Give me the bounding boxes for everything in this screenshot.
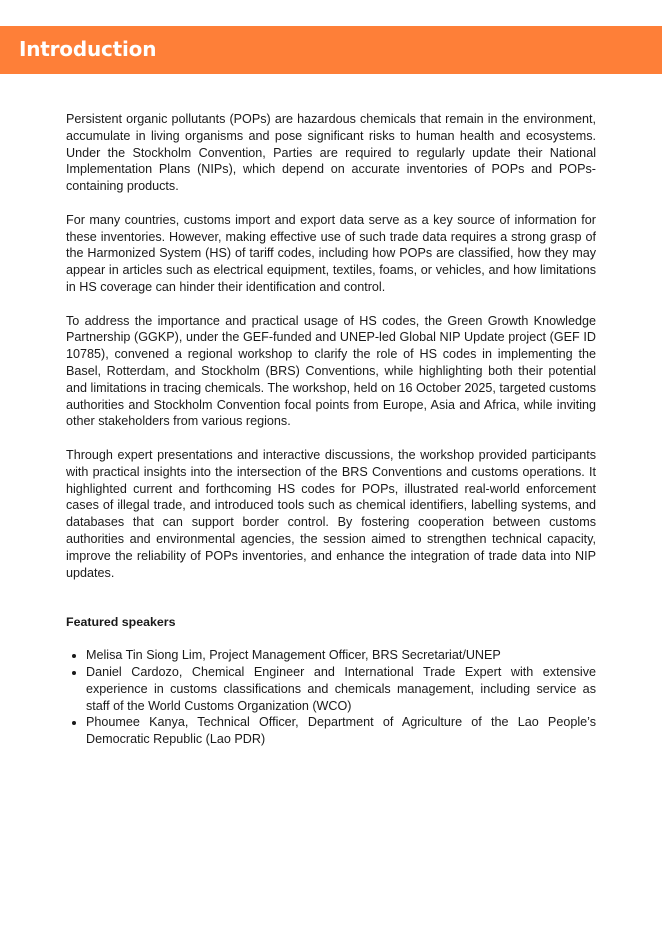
speakers-list bbox=[66, 647, 596, 748]
paragraph: To address the importance and practical usage of HS codes, the Green Growth Knowledge Partnership (GGKP), under the GEF-funded and UNEP-led Global NIP Update project (GEF ID 10785), convened a regional workshop to clarify the role of HS codes in implementing the Basel, Rotterdam, and Stockholm (BRS) Conventions, while highlighting both their potential and limitations in tracing chemicals. The workshop, held on 16 October 2025, targeted customs authorities and Stockholm Convention focal points from Europe, Asia and Africa, while inviting other stakeholders from various regions. bbox=[66, 313, 596, 429]
speaker-item: • Melisa Tin Siong Lim, Project Management Officer, BRS Secretariat/UNEP bbox=[86, 647, 596, 664]
paragraph: For many countries, customs import and export data serve as a key source of information for these inventories. However, making effective use of such trade data requires a strong grasp of the Harmonized System (HS) of tariff codes, including how POPs are classified, how they may appear in articles such as electrical equipment, textiles, foams, or vehicles, and how limitations in HS coverage can hinder their identification and control. bbox=[66, 212, 596, 294]
speaker-item: • Phoumee Kanya, Technical Officer, Department of Agriculture of the Lao People’s Democratic Republic (Lao PDR) bbox=[86, 714, 596, 748]
paragraph: Persistent organic pollutants (POPs) are hazardous chemicals that remain in the environment, accumulate in living organisms and pose significant risks to human health and ecosystems. Under the Stockholm Convention, Parties are required to regularly update their National Implementation Plans (NIPs), which depend on accurate inventories of POPs and POPs-containing products. bbox=[66, 112, 596, 194]
speaker-item: • Daniel Cardozo, Chemical Engineer and International Trade Expert with extensive experience in customs classifications and chemicals management, including service as staff of the World Customs Organization (WCO) bbox=[86, 664, 596, 714]
document-body bbox=[66, 111, 596, 748]
section-title: Introduction bbox=[19, 37, 157, 61]
speakers-heading: Featured speakers bbox=[66, 615, 176, 630]
paragraph: Through expert presentations and interactive discussions, the workshop provided participants with practical insights into the intersection of the BRS Conventions and customs operations. It highlighted current and forthcoming HS codes for POPs, illustrated real-world enforcement cases of illegal trade, and introduced tools such as chemical identifiers, labelling systems, and databases that can support border control. By fostering cooperation between customs authorities and environmental agencies, the session aimed to strengthen technical capacity, improve the reliability of POPs inventories, and enhance the integration of trade data into NIP updates. bbox=[66, 447, 596, 580]
section-header-band bbox=[0, 26, 662, 74]
